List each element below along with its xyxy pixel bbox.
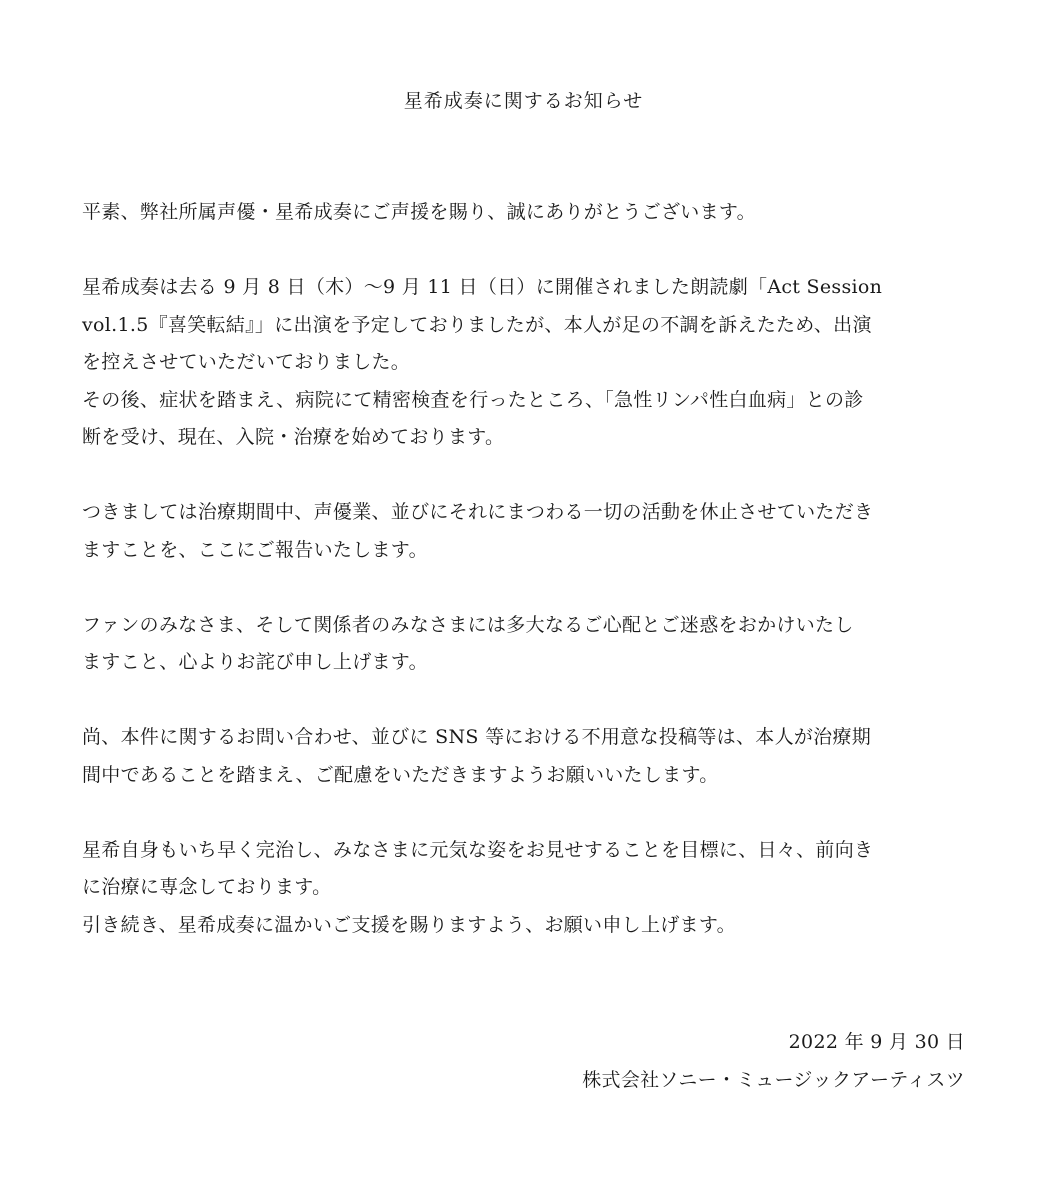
paragraph-greeting: [82, 194, 972, 232]
text-line: 断を受け、現在、入院・治療を始めております。: [82, 426, 505, 448]
text-line: を控えさせていただいておりました。: [82, 351, 411, 373]
company-name: 株式会社ソニー・ミュージックアーティスツ: [582, 1068, 965, 1091]
paragraph-situation: [82, 269, 972, 457]
text-line: 尚、本件に関するお問い合わせ、並びに SNS 等における不用意な投稿等は、本人が治療期: [82, 726, 872, 748]
text-line: 引き続き、星希成奏に温かいご支援を賜りますよう、お願い申し上げます。: [82, 913, 736, 936]
paragraph-hiatus: [82, 494, 972, 569]
paragraph-apology: [82, 607, 972, 682]
text-line: ファンのみなさま、そして関係者のみなさまには多大なるご心配とご迷惑をおかけいたし: [82, 613, 854, 636]
text-line: 間中であることを踏まえ、ご配慮をいただきますようお願いいたします。: [82, 763, 719, 786]
text-line: ますことを、ここにご報告いたします。: [82, 538, 428, 561]
text-line: 星希自身もいち早く完治し、みなさまに元気な姿をお見せすることを目標に、日々、前向き: [82, 838, 874, 861]
paragraph-request: [82, 719, 972, 794]
text-line: vol.1.5『喜笑転結』」に出演を予定しておりましたが、本人が足の不調を訴えたため、出演: [82, 313, 872, 336]
text-line: ますこと、心よりお詫び申し上げます。: [82, 651, 428, 673]
signature-block: [582, 1024, 965, 1099]
text-line: その後、症状を踏まえ、病院にて精密検査を行ったところ、「急性リンパ性白血病」との診: [82, 388, 864, 411]
text-line: 星希成奏は去る 9 月 8 日（木）〜9 月 11 日（日）に開催されました朗読劇「Act Session: [82, 276, 883, 298]
notice-title: 星希成奏に関するお知らせ: [403, 90, 644, 112]
notice-date: 2022 年 9 月 30 日: [788, 1031, 965, 1053]
text-line: つきましては治療期間中、声優業、並びにそれにまつわる一切の活動を休止させていただき: [82, 501, 874, 523]
notice-body: [82, 194, 972, 982]
text-line: に治療に専念しております。: [82, 876, 332, 898]
paragraph-closing: [82, 832, 972, 945]
text-line: 平素、弊社所属声優・星希成奏にご声援を賜り、誠にありがとうございます。: [82, 201, 756, 223]
